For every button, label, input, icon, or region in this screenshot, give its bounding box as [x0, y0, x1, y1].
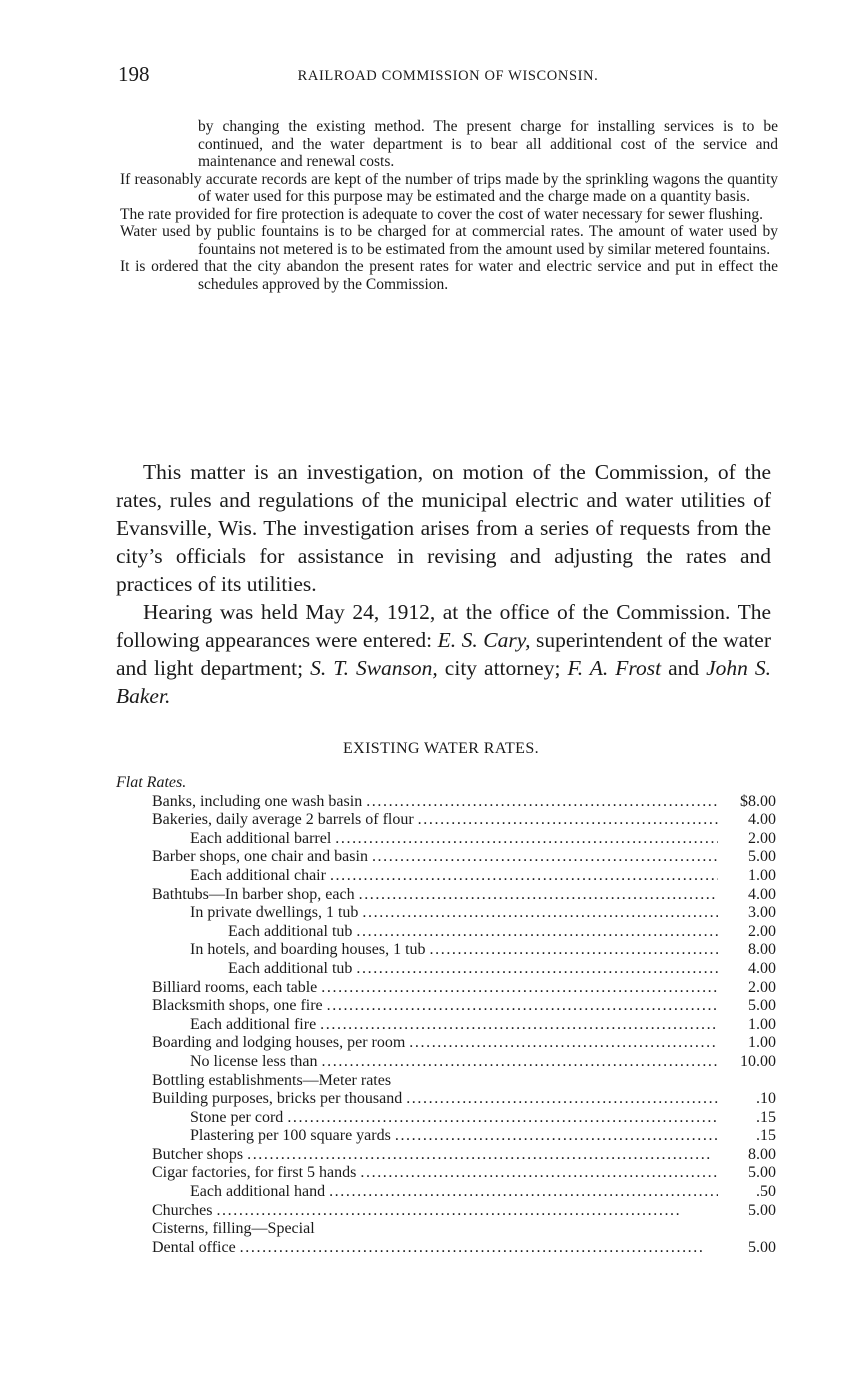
dot-leader: [287, 1109, 718, 1128]
dot-leader: [366, 793, 718, 812]
rate-label: Each additional tub: [228, 959, 353, 977]
rate-label: In private dwellings, 1 tub: [190, 904, 359, 922]
rate-value: 1.00: [748, 1034, 776, 1052]
rate-row: [116, 1146, 776, 1165]
rate-row: [116, 1090, 776, 1109]
dot-leader: [247, 1146, 718, 1165]
dot-leader: [240, 1239, 718, 1258]
rate-row: [116, 1034, 776, 1053]
rate-label: Cisterns, filling—Special: [152, 1220, 315, 1238]
rate-value: 1.00: [748, 866, 776, 884]
rate-value: .15: [756, 1108, 776, 1126]
dot-leader: [372, 848, 718, 867]
dot-leader: [430, 941, 718, 960]
rate-row: [116, 793, 776, 812]
rate-row: [116, 923, 776, 942]
rate-row: [116, 886, 776, 905]
page-header: [118, 62, 778, 90]
rate-label: Stone per cord: [190, 1108, 284, 1126]
rate-label: Each additional hand: [190, 1183, 326, 1201]
rate-value: 4.00: [748, 811, 776, 829]
rate-label: Bakeries, daily average 2 barrels of flour: [152, 811, 414, 829]
rate-value: .15: [756, 1127, 776, 1145]
rate-label: Each additional chair: [190, 866, 326, 884]
rate-value: 3.00: [748, 904, 776, 922]
appearance-role: city attorney;: [437, 656, 568, 680]
rate-row: [116, 811, 776, 830]
rate-value: 4.00: [748, 959, 776, 977]
rate-row: [116, 1016, 776, 1035]
rate-row: [116, 1183, 776, 1202]
rate-label: No license less than: [190, 1052, 318, 1070]
dot-leader: [356, 960, 718, 979]
rate-label: Bathtubs—In barber shop, each: [152, 885, 355, 903]
rate-label: In hotels, and boarding houses, 1 tub: [190, 941, 426, 959]
rate-value: 5.00: [748, 1201, 776, 1219]
syllabus-paragraph: It is ordered that the city abandon the present rates for water and electric service and put in effect the schedules approved by the Commission.: [120, 258, 778, 293]
dot-leader: [418, 811, 718, 830]
opinion-body: [116, 458, 771, 710]
rate-label: Boarding and lodging houses, per room: [152, 1034, 406, 1052]
rate-value: 1.00: [748, 1015, 776, 1033]
rate-value: .50: [756, 1183, 776, 1201]
rates-table: [116, 774, 776, 1257]
rate-label: Churches: [152, 1201, 213, 1219]
dot-leader: [216, 1202, 718, 1221]
dot-leader: [320, 1016, 718, 1035]
dot-leader: [321, 979, 718, 998]
rate-value: 10.00: [740, 1052, 776, 1070]
rate-value: 2.00: [748, 829, 776, 847]
rate-row: [116, 979, 776, 998]
conjunction: and: [661, 656, 707, 680]
rate-row: [116, 1053, 776, 1072]
syllabus-paragraph: The rate provided for fire protection is adequate to cover the cost of water necessary for sewer flushing.: [120, 205, 763, 223]
rate-label: Plastering per 100 square yards: [190, 1127, 391, 1145]
rate-value: .10: [756, 1090, 776, 1108]
rate-value: 5.00: [748, 997, 776, 1015]
rate-label: Butcher shops: [152, 1145, 244, 1163]
dot-leader: [409, 1034, 718, 1053]
rate-row: [116, 960, 776, 979]
rate-row: [116, 867, 776, 886]
syllabus-block: [120, 118, 778, 293]
body-paragraph: This matter is an investigation, on motion of the Commission, of the rates, rules and regulations of the municipal electric and water utilities of Evansville, Wis. The investigation arises from a series of requests from the city’s officials for assistance in revising and adjusting the rates and practices of its utilities.: [116, 460, 771, 596]
rate-label: Cigar factories, for first 5 hands: [152, 1164, 357, 1182]
rate-row: [116, 848, 776, 867]
syllabus-paragraph: Water used by public fountains is to be charged for at commercial rates. The amount of water used by fountains not metered is to be estimated from the amount used by similar metered fountains.: [120, 223, 778, 258]
dot-leader: [359, 886, 718, 905]
dot-leader: [362, 904, 718, 923]
rate-value: 2.00: [748, 922, 776, 940]
syllabus-paragraph: by changing the existing method. The present charge for installing services is to be continued, and the water department is to bear all additional cost of the service and maintenance and renewal costs.: [198, 118, 778, 170]
appearance-name: E. S. Cary,: [437, 628, 531, 652]
rate-label: Each additional tub: [228, 922, 353, 940]
rate-value: 8.00: [748, 1145, 776, 1163]
rate-value: 8.00: [748, 941, 776, 959]
appearance-name: John S. Baker.: [116, 656, 772, 708]
rate-label: Each additional fire: [190, 1015, 317, 1033]
rate-row: [116, 1202, 776, 1221]
body-paragraph: [116, 598, 771, 710]
hearing-intro: Hearing was held May 24, 1912, at the office of the Commission. The following appearances were entered:: [116, 600, 771, 652]
dot-leader: [322, 1053, 718, 1072]
dot-leader: [327, 997, 718, 1016]
rates-subheading: Flat Rates.: [116, 774, 187, 791]
rate-row: [116, 1072, 776, 1091]
dot-leader: [356, 923, 718, 942]
appearance-role: superintendent of the water and light department;: [116, 628, 771, 680]
dot-leader: [335, 830, 718, 849]
dot-leader: [360, 1164, 718, 1183]
section-title: EXISTING WATER RATES.: [342, 740, 540, 757]
rate-row: [116, 1220, 776, 1239]
rate-label: Billiard rooms, each table: [152, 978, 318, 996]
dot-leader: [395, 1127, 718, 1146]
rate-row: [116, 1239, 776, 1258]
running-head: RAILROAD COMMISSION OF WISCONSIN.: [297, 68, 599, 84]
rate-value: 5.00: [748, 1238, 776, 1256]
appearance-name: F. A. Frost: [567, 656, 662, 680]
rate-label: Barber shops, one chair and basin: [152, 848, 368, 866]
rate-label: Blacksmith shops, one fire: [152, 997, 323, 1015]
rate-row: [116, 904, 776, 923]
rate-row: [116, 1109, 776, 1128]
rate-value: 2.00: [748, 978, 776, 996]
rate-rows: [116, 793, 776, 1258]
rate-row: [116, 1164, 776, 1183]
syllabus-paragraph: If reasonably accurate records are kept of the number of trips made by the sprinkling wagons the quantity of water used for this purpose may be estimated and the charge made on a quantity basis.: [120, 170, 778, 205]
rate-label: Banks, including one wash basin: [152, 792, 363, 810]
dot-leader: [330, 867, 718, 886]
rate-row: [116, 830, 776, 849]
rate-row: [116, 997, 776, 1016]
dot-leader: [329, 1183, 718, 1202]
dot-leader: [406, 1090, 718, 1109]
rate-label: Each additional barrel: [190, 829, 332, 847]
rate-value: 5.00: [748, 1164, 776, 1182]
rate-value: 4.00: [748, 885, 776, 903]
page-number: 198: [118, 62, 150, 86]
appearance-name: S. T. Swanson,: [310, 656, 438, 680]
rate-row: [116, 1127, 776, 1146]
rate-label: Dental office: [152, 1238, 236, 1256]
rate-label: Bottling establishments—Meter rates: [152, 1071, 392, 1089]
rate-row: [116, 941, 776, 960]
rate-label: Building purposes, bricks per thousand: [152, 1090, 403, 1108]
rate-value: $8.00: [740, 792, 776, 810]
rate-value: 5.00: [748, 848, 776, 866]
